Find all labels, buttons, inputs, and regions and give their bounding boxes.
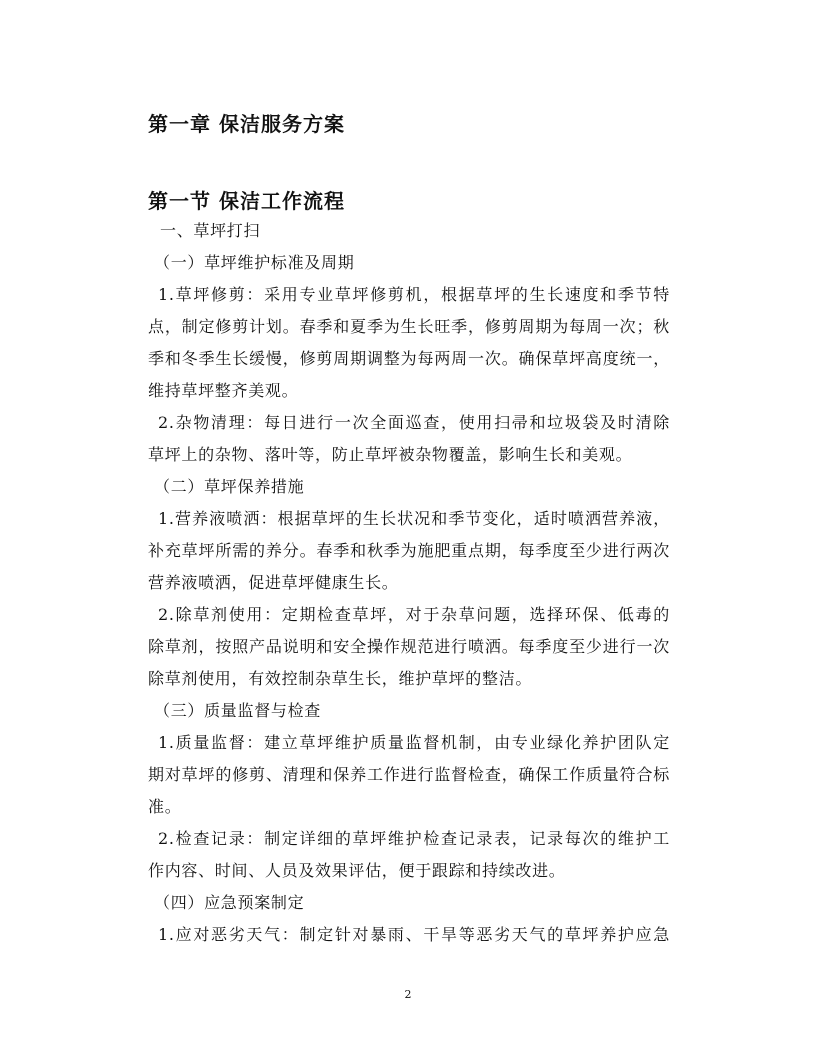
paragraph-line: 1.质量监督：建立草坪维护质量监督机制，由专业绿化养护团队定 xyxy=(158,733,670,752)
section-title: 第一节 保洁工作流程 xyxy=(148,189,345,213)
paragraph-line: 草坪上的杂物、落叶等，防止草坪被杂物覆盖，影响生长和美观。 xyxy=(148,445,633,464)
paragraph-line: 除草剂，按照产品说明和安全操作规范进行喷洒。每季度至少进行一次 xyxy=(148,637,670,656)
paragraph-line: 维持草坪整齐美观。 xyxy=(148,381,299,400)
paragraph-line: 2.除草剂使用：定期检查草坪，对于杂草问题，选择环保、低毒的 xyxy=(158,605,670,624)
paragraph-line: 季和冬季生长缓慢，修剪周期调整为每两周一次。确保草坪高度统一， xyxy=(148,349,670,368)
subsection-heading: （二）草坪保养措施 xyxy=(154,477,305,496)
subsection-heading: （四）应急预案制定 xyxy=(154,893,305,912)
paragraph-line: 准。 xyxy=(148,797,182,816)
paragraph-line: 2.检查记录：制定详细的草坪维护检查记录表，记录每次的维护工 xyxy=(158,829,670,848)
paragraph-line: 除草剂使用，有效控制杂草生长，维护草坪的整洁。 xyxy=(148,669,533,688)
paragraph-line: 1.草坪修剪：采用专业草坪修剪机，根据草坪的生长速度和季节特 xyxy=(158,285,670,304)
paragraph-line: 2.杂物清理：每日进行一次全面巡查，使用扫帚和垃圾袋及时清除 xyxy=(158,413,670,432)
paragraph-line: 1.应对恶劣天气：制定针对暴雨、干旱等恶劣天气的草坪养护应急 xyxy=(158,925,670,944)
paragraph-line: 补充草坪所需的养分。春季和秋季为施肥重点期，每季度至少进行两次 xyxy=(148,541,670,560)
section-heading: 一、草坪打扫 xyxy=(160,221,261,240)
paragraph-line: 作内容、时间、人员及效果评估，便于跟踪和持续改进。 xyxy=(148,861,566,880)
subsection-heading: （一）草坪维护标准及周期 xyxy=(154,253,355,272)
page-number: 2 xyxy=(404,988,412,1001)
chapter-title: 第一章 保洁服务方案 xyxy=(148,112,345,136)
paragraph-line: 期对草坪的修剪、清理和保养工作进行监督检查，确保工作质量符合标 xyxy=(148,765,670,784)
paragraph-line: 点，制定修剪计划。春季和夏季为生长旺季，修剪周期为每周一次；秋 xyxy=(148,317,670,336)
paragraph-line: 1.营养液喷洒：根据草坪的生长状况和季节变化，适时喷洒营养液， xyxy=(158,509,670,528)
document-body xyxy=(148,215,670,951)
subsection-heading: （三）质量监督与检查 xyxy=(154,701,322,720)
paragraph-line: 营养液喷洒，促进草坪健康生长。 xyxy=(148,573,399,592)
